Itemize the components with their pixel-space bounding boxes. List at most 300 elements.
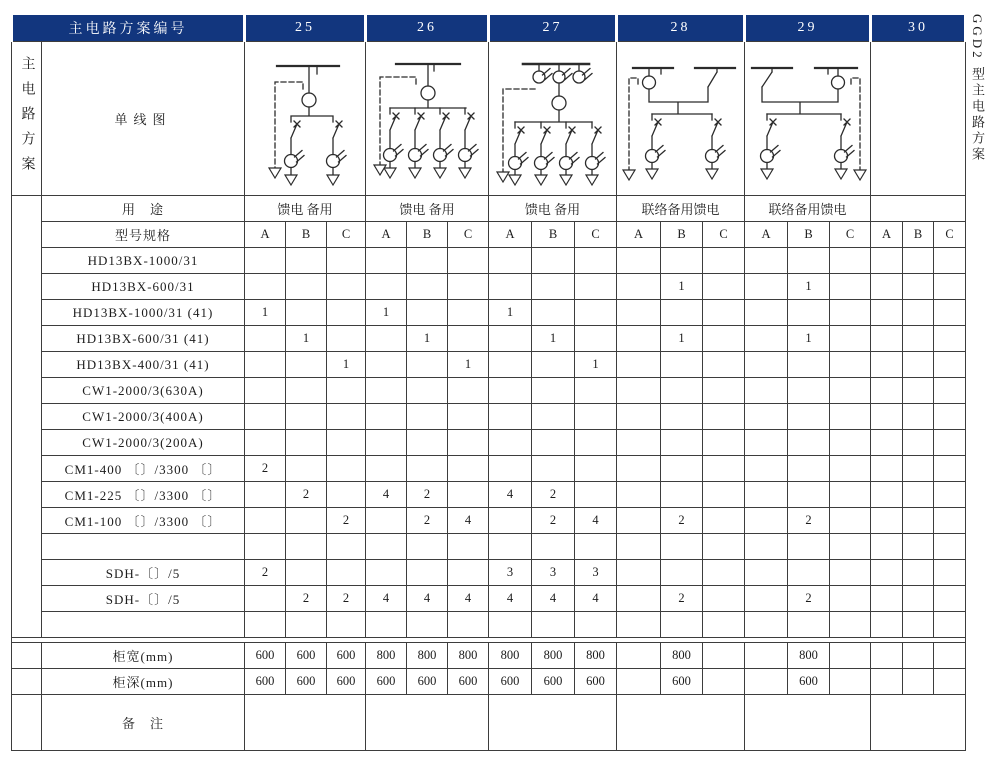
- equipment-row: [12, 482, 966, 508]
- cabinet-width-row: [12, 643, 966, 669]
- dim-cell: [903, 669, 934, 695]
- qty-cell: [448, 300, 489, 326]
- qty-cell: [934, 274, 966, 300]
- dim-cell: 800: [661, 643, 703, 669]
- qty-cell: [871, 326, 903, 352]
- qty-cell: 4: [489, 586, 532, 612]
- equipment-row: [12, 430, 966, 456]
- qty-cell: 2: [407, 482, 448, 508]
- qty-cell: [617, 404, 661, 430]
- qty-cell: [871, 300, 903, 326]
- usage-25: 馈电 备用: [245, 196, 366, 222]
- qty-cell: [407, 404, 448, 430]
- qty-cell: [489, 612, 532, 638]
- qty-cell: [617, 274, 661, 300]
- qty-cell: [575, 612, 617, 638]
- qty-cell: [871, 248, 903, 274]
- qty-cell: [366, 326, 407, 352]
- scheme-number-26: 26: [366, 14, 489, 42]
- remarks-28: [617, 695, 745, 751]
- qty-cell: [245, 404, 286, 430]
- qty-cell: [745, 352, 788, 378]
- qty-cell: [703, 612, 745, 638]
- dim-cell: 600: [327, 643, 366, 669]
- qty-cell: [788, 300, 830, 326]
- qty-cell: [448, 404, 489, 430]
- qty-cell: [366, 456, 407, 482]
- qty-cell: [245, 612, 286, 638]
- qty-cell: [903, 300, 934, 326]
- qty-cell: 4: [366, 482, 407, 508]
- dim-cell: 600: [327, 669, 366, 695]
- qty-cell: [327, 482, 366, 508]
- model-label: HD13BX-600/31: [42, 274, 245, 300]
- qty-cell: [366, 248, 407, 274]
- dim-cell: 600: [245, 643, 286, 669]
- qty-cell: 4: [489, 482, 532, 508]
- equipment-row: [12, 586, 966, 612]
- qty-cell: [871, 430, 903, 456]
- qty-cell: [448, 248, 489, 274]
- dim-cell: 800: [407, 643, 448, 669]
- dim-cell: [830, 643, 871, 669]
- qty-cell: [327, 300, 366, 326]
- qty-cell: 1: [532, 326, 575, 352]
- qty-cell: 2: [661, 508, 703, 534]
- qty-cell: [366, 404, 407, 430]
- model-label: HD13BX-600/31 (41): [42, 326, 245, 352]
- qty-cell: [245, 482, 286, 508]
- left-cell: [12, 695, 42, 751]
- diagram-label: 单线图: [42, 42, 245, 196]
- qty-cell: [617, 612, 661, 638]
- qty-cell: 4: [448, 508, 489, 534]
- qty-cell: [366, 560, 407, 586]
- dim-cell: [617, 669, 661, 695]
- qty-cell: [575, 534, 617, 560]
- qty-cell: [245, 508, 286, 534]
- dim-cell: 600: [661, 669, 703, 695]
- qty-cell: [245, 274, 286, 300]
- qty-cell: [934, 612, 966, 638]
- left-cell: [12, 669, 42, 695]
- qty-cell: [903, 248, 934, 274]
- scheme-number-27: 27: [489, 14, 617, 42]
- dim-cell: 600: [245, 669, 286, 695]
- qty-cell: [617, 534, 661, 560]
- qty-cell: [448, 456, 489, 482]
- qty-cell: 4: [532, 586, 575, 612]
- qty-cell: [871, 482, 903, 508]
- qty-cell: [903, 352, 934, 378]
- qty-cell: [448, 482, 489, 508]
- qty-cell: [903, 456, 934, 482]
- col-C: C: [448, 222, 489, 248]
- qty-cell: [934, 326, 966, 352]
- qty-cell: [788, 560, 830, 586]
- col-A: A: [617, 222, 661, 248]
- equipment-row: [12, 560, 966, 586]
- qty-cell: 1: [407, 326, 448, 352]
- qty-cell: [327, 456, 366, 482]
- qty-cell: [327, 534, 366, 560]
- qty-cell: [745, 612, 788, 638]
- qty-cell: [934, 430, 966, 456]
- qty-cell: [903, 430, 934, 456]
- qty-cell: [830, 612, 871, 638]
- qty-cell: [934, 560, 966, 586]
- qty-cell: [745, 274, 788, 300]
- equipment-row: [12, 326, 966, 352]
- qty-cell: [788, 456, 830, 482]
- qty-cell: 2: [245, 560, 286, 586]
- equipment-row: [12, 300, 966, 326]
- qty-cell: 4: [407, 586, 448, 612]
- dim-cell: 800: [366, 643, 407, 669]
- qty-cell: [830, 534, 871, 560]
- qty-cell: 4: [448, 586, 489, 612]
- qty-cell: [575, 274, 617, 300]
- qty-cell: 3: [532, 560, 575, 586]
- col-C: C: [327, 222, 366, 248]
- qty-cell: [532, 534, 575, 560]
- dim-cell: 600: [788, 669, 830, 695]
- qty-cell: [871, 274, 903, 300]
- qty-cell: [286, 430, 327, 456]
- qty-cell: 1: [366, 300, 407, 326]
- qty-cell: [407, 378, 448, 404]
- qty-cell: [903, 586, 934, 612]
- qty-cell: [245, 430, 286, 456]
- remarks-26: [366, 695, 489, 751]
- qty-cell: [327, 274, 366, 300]
- qty-cell: [407, 430, 448, 456]
- qty-cell: [871, 404, 903, 430]
- equipment-row: [12, 352, 966, 378]
- qty-cell: [934, 482, 966, 508]
- dim-cell: [871, 643, 903, 669]
- dim-cell: [903, 643, 934, 669]
- qty-cell: [366, 378, 407, 404]
- qty-cell: [575, 430, 617, 456]
- qty-cell: [286, 560, 327, 586]
- qty-cell: [407, 300, 448, 326]
- qty-cell: [830, 274, 871, 300]
- dim-cell: 600: [575, 669, 617, 695]
- scheme-number-29: 29: [745, 14, 871, 42]
- qty-cell: [934, 534, 966, 560]
- model-label: CW1-2000/3(400A): [42, 404, 245, 430]
- qty-cell: [407, 248, 448, 274]
- qty-cell: [489, 274, 532, 300]
- col-B: B: [903, 222, 934, 248]
- usage-30: [871, 196, 966, 222]
- qty-cell: [617, 378, 661, 404]
- qty-cell: [903, 378, 934, 404]
- col-C: C: [830, 222, 871, 248]
- qty-cell: [934, 300, 966, 326]
- dim-cell: [934, 643, 966, 669]
- qty-cell: [448, 274, 489, 300]
- qty-cell: [661, 560, 703, 586]
- qty-cell: 2: [327, 508, 366, 534]
- qty-cell: [661, 300, 703, 326]
- dim-cell: [934, 669, 966, 695]
- qty-cell: [661, 352, 703, 378]
- qty-cell: [489, 508, 532, 534]
- qty-cell: [532, 378, 575, 404]
- equipment-row: [12, 378, 966, 404]
- qty-cell: [703, 560, 745, 586]
- qty-cell: [245, 586, 286, 612]
- dim-cell: [830, 669, 871, 695]
- remarks-27: [489, 695, 617, 751]
- cabinet-depth-row: [12, 669, 966, 695]
- qty-cell: [617, 430, 661, 456]
- qty-cell: 1: [489, 300, 532, 326]
- qty-cell: [871, 586, 903, 612]
- qty-cell: [703, 586, 745, 612]
- usage-row: [12, 196, 966, 222]
- model-label: CM1-400 〔〕/3300 〔〕: [42, 456, 245, 482]
- model-label: CW1-2000/3(630A): [42, 378, 245, 404]
- dim-cell: [745, 669, 788, 695]
- qty-cell: 1: [575, 352, 617, 378]
- qty-cell: [830, 560, 871, 586]
- qty-cell: [745, 456, 788, 482]
- qty-cell: [788, 612, 830, 638]
- qty-cell: [745, 300, 788, 326]
- col-C: C: [934, 222, 966, 248]
- qty-cell: [703, 352, 745, 378]
- qty-cell: [489, 248, 532, 274]
- qty-cell: [661, 378, 703, 404]
- scheme-table: [10, 12, 967, 751]
- qty-cell: [448, 378, 489, 404]
- qty-cell: [830, 378, 871, 404]
- qty-cell: [575, 300, 617, 326]
- qty-cell: 2: [407, 508, 448, 534]
- model-label: HD13BX-1000/31 (41): [42, 300, 245, 326]
- dim-cell: 600: [286, 669, 327, 695]
- qty-cell: [327, 560, 366, 586]
- qty-cell: [327, 404, 366, 430]
- equipment-row: [12, 456, 966, 482]
- qty-cell: [830, 456, 871, 482]
- qty-cell: [617, 586, 661, 612]
- qty-cell: 1: [788, 326, 830, 352]
- col-B: B: [532, 222, 575, 248]
- qty-cell: [903, 508, 934, 534]
- qty-cell: [830, 586, 871, 612]
- qty-cell: [407, 534, 448, 560]
- qty-cell: [489, 534, 532, 560]
- qty-cell: [327, 248, 366, 274]
- qty-cell: 1: [327, 352, 366, 378]
- table-header-row: [12, 14, 966, 42]
- qty-cell: [286, 534, 327, 560]
- left-spacer-cell: [12, 196, 42, 638]
- qty-cell: [788, 248, 830, 274]
- dim-cell: 600: [448, 669, 489, 695]
- col-B: B: [407, 222, 448, 248]
- qty-cell: [617, 326, 661, 352]
- qty-cell: 1: [286, 326, 327, 352]
- col-B: B: [661, 222, 703, 248]
- qty-cell: [245, 378, 286, 404]
- qty-cell: [871, 456, 903, 482]
- qty-cell: [871, 508, 903, 534]
- qty-cell: [745, 560, 788, 586]
- qty-cell: [286, 274, 327, 300]
- page-side-title: GGD2 型主电路方案: [970, 14, 985, 163]
- qty-cell: [489, 352, 532, 378]
- qty-cell: [903, 534, 934, 560]
- qty-cell: [703, 248, 745, 274]
- scheme-number-28: 28: [617, 14, 745, 42]
- qty-cell: [830, 508, 871, 534]
- single-line-diagram-27: [489, 42, 617, 196]
- model-label: CM1-225 〔〕/3300 〔〕: [42, 482, 245, 508]
- left-vertical-label-cell: [12, 42, 42, 196]
- qty-cell: [575, 482, 617, 508]
- equipment-row: [12, 248, 966, 274]
- model-label: [42, 612, 245, 638]
- qty-cell: [489, 326, 532, 352]
- qty-cell: [745, 482, 788, 508]
- qty-cell: 2: [532, 482, 575, 508]
- model-label: HD13BX-400/31 (41): [42, 352, 245, 378]
- qty-cell: [661, 430, 703, 456]
- qty-cell: [532, 274, 575, 300]
- qty-cell: [532, 404, 575, 430]
- col-A: A: [366, 222, 407, 248]
- qty-cell: [830, 404, 871, 430]
- usage-29: 联络备用馈电: [745, 196, 871, 222]
- qty-cell: [745, 378, 788, 404]
- qty-cell: [575, 404, 617, 430]
- qty-cell: [934, 586, 966, 612]
- qty-cell: 2: [661, 586, 703, 612]
- qty-cell: [830, 300, 871, 326]
- dim-cell: [617, 643, 661, 669]
- qty-cell: [245, 326, 286, 352]
- qty-cell: [489, 430, 532, 456]
- dim-cell: 600: [366, 669, 407, 695]
- qty-cell: [788, 378, 830, 404]
- qty-cell: 4: [366, 586, 407, 612]
- qty-cell: [745, 534, 788, 560]
- scheme-number-30: 30: [871, 14, 966, 42]
- single-line-diagram-28: [617, 42, 745, 196]
- qty-cell: [788, 404, 830, 430]
- qty-cell: [830, 248, 871, 274]
- qty-cell: [617, 560, 661, 586]
- qty-cell: [703, 274, 745, 300]
- qty-cell: [407, 352, 448, 378]
- qty-cell: [286, 456, 327, 482]
- qty-cell: [703, 300, 745, 326]
- qty-cell: [366, 430, 407, 456]
- qty-cell: [934, 404, 966, 430]
- single-line-diagram-29: [745, 42, 871, 196]
- dim-cell: [703, 669, 745, 695]
- qty-cell: 2: [245, 456, 286, 482]
- qty-cell: [366, 612, 407, 638]
- qty-cell: 1: [661, 274, 703, 300]
- qty-cell: [871, 378, 903, 404]
- remarks-30: [871, 695, 966, 751]
- qty-cell: [617, 352, 661, 378]
- qty-cell: [703, 378, 745, 404]
- qty-cell: [245, 534, 286, 560]
- remarks-25: [245, 695, 366, 751]
- qty-cell: [286, 404, 327, 430]
- qty-cell: [617, 482, 661, 508]
- qty-cell: [934, 508, 966, 534]
- qty-cell: [327, 378, 366, 404]
- qty-cell: [407, 560, 448, 586]
- spec-header-row: [12, 222, 966, 248]
- qty-cell: [489, 378, 532, 404]
- qty-cell: [532, 456, 575, 482]
- width-label: 柜宽(mm): [42, 643, 245, 669]
- qty-cell: [661, 534, 703, 560]
- qty-cell: [788, 430, 830, 456]
- qty-cell: [934, 248, 966, 274]
- qty-cell: 3: [489, 560, 532, 586]
- qty-cell: [903, 482, 934, 508]
- qty-cell: [703, 430, 745, 456]
- qty-cell: [661, 456, 703, 482]
- qty-cell: [745, 430, 788, 456]
- model-label: SDH-〔〕/5: [42, 586, 245, 612]
- qty-cell: 2: [327, 586, 366, 612]
- qty-cell: [661, 248, 703, 274]
- qty-cell: [286, 352, 327, 378]
- qty-cell: [661, 482, 703, 508]
- qty-cell: [407, 274, 448, 300]
- qty-cell: [489, 404, 532, 430]
- qty-cell: [532, 248, 575, 274]
- single-line-diagram-25: [245, 42, 366, 196]
- qty-cell: [448, 326, 489, 352]
- qty-cell: [286, 378, 327, 404]
- qty-cell: [871, 534, 903, 560]
- col-B: B: [286, 222, 327, 248]
- qty-cell: [788, 534, 830, 560]
- dim-cell: 800: [788, 643, 830, 669]
- qty-cell: [830, 430, 871, 456]
- qty-cell: [617, 508, 661, 534]
- qty-cell: [703, 482, 745, 508]
- qty-cell: [788, 352, 830, 378]
- qty-cell: [245, 248, 286, 274]
- spec-label: 型号规格: [42, 222, 245, 248]
- dim-cell: 800: [489, 643, 532, 669]
- qty-cell: [366, 352, 407, 378]
- model-label: CM1-100 〔〕/3300 〔〕: [42, 508, 245, 534]
- qty-cell: 3: [575, 560, 617, 586]
- qty-cell: [903, 404, 934, 430]
- equipment-row: [12, 612, 966, 638]
- qty-cell: [286, 248, 327, 274]
- usage-26: 馈电 备用: [366, 196, 489, 222]
- qty-cell: [575, 456, 617, 482]
- qty-cell: [532, 612, 575, 638]
- qty-cell: [575, 248, 617, 274]
- equipment-row: [12, 274, 966, 300]
